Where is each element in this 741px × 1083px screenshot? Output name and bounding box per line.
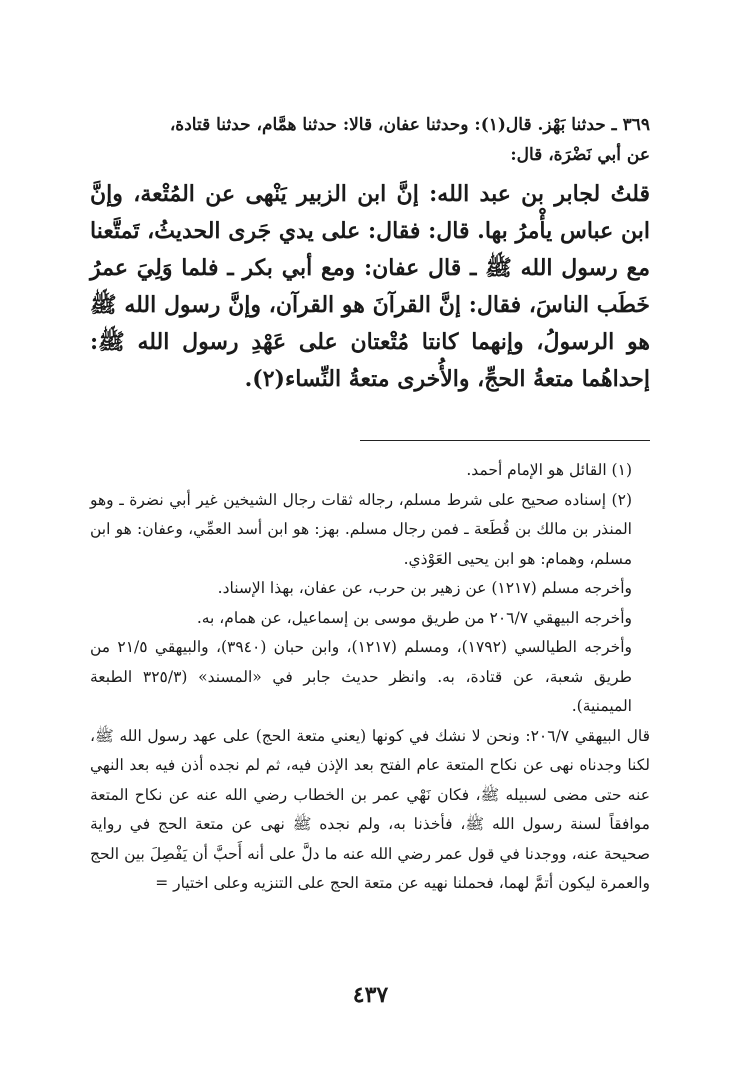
footnote-2-tayalisi: وأخرجه الطيالسي (١٧٩٢)، ومسلم (١٢١٧)، وابن حبان (٣٩٤٠)، والبيهقي ٢١/٥ من طريق شعبة، عن قتادة، به. وانظر حديث جابر في «المسند» (٣٢٥/٣ الطبعة الميمنية). bbox=[90, 638, 632, 715]
footnote-2-muslim: وأخرجه مسلم (١٢١٧) عن زهير بن حرب، عن عفان، بهذا الإسناد. bbox=[217, 579, 632, 597]
page-number: ٤٣٧ bbox=[352, 982, 389, 1008]
hadith-isnad-line2: عن أبي نَضْرَة، قال: bbox=[510, 145, 650, 165]
footnote-separator bbox=[360, 440, 650, 441]
footnotes-section bbox=[90, 456, 650, 899]
footnote-2: (٢) إسناده صحيح على شرط مسلم، رجاله ثقات رجال الشيخين غير أبي نضرة ـ وهو المنذر بن مالك بن قُطَعة ـ فمن رجال مسلم. بهز: هو ابن أسد العمِّي، وعفان: هو ابن مسلم، وهمام: هو ابن يحيى العَوْذي. bbox=[90, 490, 632, 568]
page-body bbox=[90, 110, 651, 892]
hadith-matn: قلتُ لجابر بن عبد الله: إنَّ ابن الزبير يَنْهى عن المُتْعة، وإنَّ ابن عباس يأْمرُ بها. قال: فقال: على يدي جَرى الحديثُ، تَمتَّعنا مع رسول الله ﷺ ـ قال عفان: ومع أبي بكر ـ فلما وَلِيَ عمرُ خَطَب الناسَ، فقال: إنَّ القرآنَ هو القرآن، وإنَّ رسول الله ﷺ هو الرسولُ، وإنهما كانتا مُتْعتان على عَهْدِ رسول الله ﷺ: إحداهُما متعةُ الحجِّ، والأُخرى متعةُ النِّساء(٢). bbox=[90, 181, 650, 392]
footnote-2-bayhaqi-quote: قال البيهقي ٢٠٦/٧: ونحن لا نشك في كونها (يعني متعة الحج) على عهد رسول الله ﷺ، لكنا وجدناه نهى عن نكاح المتعة عام الفتح بعد الإذن فيه، ثم لم نجده أذن فيه بعد النهي عنه حتى مضى لسبيله ﷺ، فكان نَهْي عمر بن الخطاب رضي الله عنه عن نكاح المتعة موافقاً لسنة رسول الله ﷺ، فأخذنا به، ولم نجده ﷺ نهى عن متعة الحج في رواية صحيحة عنه، ووجدنا في قول عمر رضي الله عنه ما دلَّ على أنه أَحبَّ أن يَفْصِلَ بين الحج والعمرة ليكون أتمَّ لهما، فحملنا نهيه عن متعة الحج على التنزيه وعلى اختيار = bbox=[90, 726, 651, 892]
footnote-1: (١) القائل هو الإمام أحمد. bbox=[466, 461, 632, 479]
hadith-isnad-line1: ٣٦٩ ـ حدثنا بَهْز. قال(١): وحدثنا عفان، قالا: حدثنا همَّام، حدثنا قتادة، bbox=[169, 115, 650, 135]
footnote-2-bayhaqi: وأخرجه البيهقي ٢٠٦/٧ من طريق موسى بن إسماعيل، عن همام، به. bbox=[196, 608, 632, 627]
